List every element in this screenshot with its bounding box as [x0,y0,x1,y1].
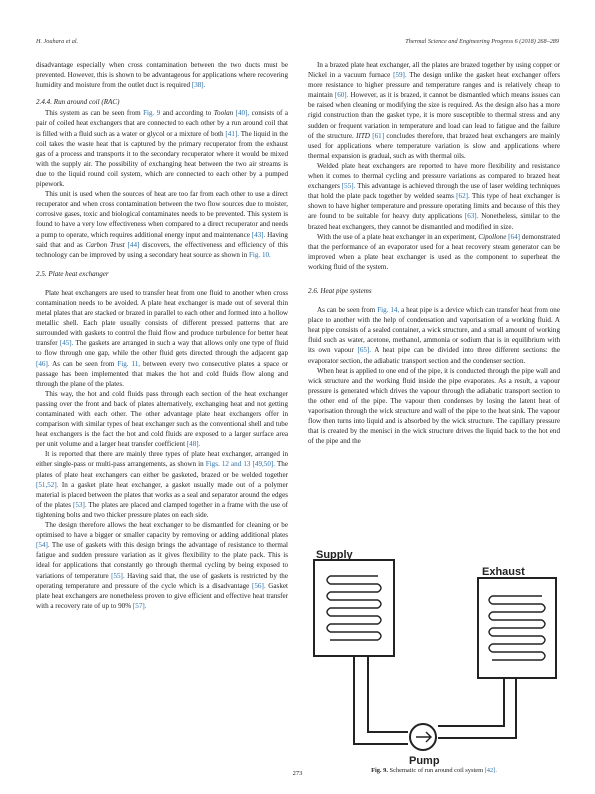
run-around-coil-figure [308,548,560,774]
citation-link[interactable]: [42]. [484,767,497,774]
paragraph: Plate heat exchangers are used to transfer heat from one fluid to another when cross contamination needs to be avoided. A plate heat exchanger is made out of several thin metal plates that are stacked or brazed in parallel to each other and formed into a hollow metallic shell. Each plate usually consists of different pressed patterns that are surrounded with gaskets to control the fluid flow and produce turbulence for better heat transfer [45]. The gaskets are arranged in such a way that allows only one type of fluid to flow through one gap, while the other fluid gets directed through the adjacent gap [46]. As can be seen from Fig. 11, between every two consecutive plates a space or passage has been implemented that makes the hot and cold fluids flow along and through the plane of the plates. [36,288,289,388]
paragraph: This unit is used when the sources of heat are too far from each other to use a direct recuperator and when cross contamination between the two flow sources due to moister, corrosive gases, toxic and biological contaminates needs to be prevented. This system is found to have a very low effectiveness when compared to a direct recuperator and needs a pump to operate, which requires additional energy input and maintenance [43]. Having said that and as Carbon Trust [44] discovers, the effectiveness and efficiency of this technology can be improved by using a secondary heat source as shown in Fig. 10. [36,190,289,259]
citation-link[interactable]: [45]. [59,339,74,348]
citation-link[interactable]: [43]. [251,230,266,239]
citation-link[interactable]: [51,52]. [36,480,59,489]
citation-link[interactable]: [55]. [111,571,125,580]
figure-link[interactable]: Fig. 9 [143,109,161,118]
paragraph: disadvantage especially when cross contamination between the two ducts must be prevented. However, this is shown to be advantageous for applications where recovering humidity and moisture from the outlet duct is required [38]. [36,61,288,90]
left-column [36,60,288,611]
pump-label: Pump [409,755,440,767]
citation-link[interactable]: [65]. [357,346,372,355]
running-header-authors: H. Jouhara et al. [36,38,79,45]
citation-link[interactable]: [44] [124,240,140,249]
exhaust-label: Exhaust [482,566,525,578]
paragraph: This system as can be seen from Fig. 9 and according to Toolan [40], consists of a pair of coiled heat exchangers that are connected to each other by a run around coil that is filled with a fluid such as a water or glycol or a mixture of both [41]. The liquid in the coil takes the waste heat that is captured by the primary recuperator from the exhaust gas of a process and transports it to the secondary recuperator where it would be mixed with the supply air. The possibility of exchanging heat between the two air streams is due to the liquid round coil system, which are connected to each other by a pumped pipework. [36,109,288,189]
paragraph: The design therefore allows the heat exchanger to be dismantled for cleaning or be optimised to have a bigger or smaller capacity by removing or adding additional plates [54]. The use of gaskets with this design brings the advantage of resistance to thermal fatigue and sudden pressure variation as it gives flexibility to the plate pack. This is ideal for applications that constantly go through thermal cycling by being exposed to variations of temperature [55]. Having said that, the use of gaskets is restricted by the operating temperature and pressure of the cycle which is a disadvantage [56]. Gasket plate heat exchangers are nonetheless proven to give efficient and effective heat transfer with a recovery rate of up to 90% [57]. [36,521,289,610]
paragraph: It is reported that there are mainly three types of plate heat exchanger, arranged in either single-pass or multi-pass arrangements, as shown in Figs. 12 and 13 [49,50]. The plates of plate heat exchangers can either be gasketed, brazed or be welded together [51,52]. In a gasket plate heat exchanger, a gasket usually made out of a polymer material is placed between the plates that works as a seal and separator around the edges of the plates [53]. The plates are placed and clamped together in a frame with the use of tightening bolts and two thicker pressure plates on each side. [36,450,288,519]
figure-link[interactable]: Fig. 14, [377,306,400,315]
citation-link[interactable]: [61] [369,131,385,140]
citation-link[interactable]: [38]. [191,81,206,90]
paragraph: This way, the hot and cold fluids pass through each section of the heat exchanger passing over the front and back of plates alternatively, exchanging heat and not getting contaminated with each other. The other advantage plate heat exchangers offer in comparison with similar types of heat exchanger such as the conventional shell and tube heat exchangers is the fact the hot and cold fluids are exposed to a larger surface area per unit volume and a larger heat transfer coefficient [48]. [36,389,288,449]
figure-link[interactable]: Fig. 10. [248,250,271,259]
citation-link[interactable]: [59]. [393,71,407,80]
figure-link[interactable]: Figs. 12 and 13 [49,50]. [205,460,275,469]
running-header-journal: Thermal Science and Engineering Progress 6 (2018) 268–289 [405,38,559,45]
citation-link[interactable]: [46]. [36,359,50,368]
paragraph: When heat is applied to one end of the pipe, it is conducted through the pipe wall and wick structure and the working fluid inside the pipe evaporates. As a result, a vapour pressure is generated which drives the vapour through the adiabatic transport section to the other end of the pipe. The vapour then condenses by losing the latent heat of vaporisation through the wick structure and wall of the pipe to the heat sink. The vapour flow then turns into liquid and is absorbed by the wick structure. The capillary pressure that is created by the menisci in the wick structure drives the liquid back to the hot end of the pipe and the [308,366,560,446]
supply-label: Supply [316,549,353,561]
citation-link[interactable]: [48]. [186,440,201,449]
citation-link[interactable]: [64] [508,232,520,241]
citation-link[interactable]: [56]. [252,581,266,590]
citation-link[interactable]: [57]. [132,601,147,610]
figure-link[interactable]: Fig. 11, [117,359,141,368]
paragraph: In a brazed plate heat exchanger, all the plates are brazed together by using copper or Nickel in a vacuum furnace [59]. The design unlike the gasket heat exchanger offers more resistance to higher pressure and temperature ranges and is relatively cheap to maintain [60]. However, as it is brazed, it cannot be dismantled which means issues can be raised when cleaning or modifying the size is required. As the design also has a more rigid construction than the gasket type, it is more susceptible to thermal stress and any sudden or frequent variation in temperature and load can lead to fatigue and the failure of the structure. IITD [61] concludes therefore, that brazed heat exchangers are mainly used for applications where temperature variation is slow and applications where thermal expansion is gradual, such as with thermal oils. [308,61,560,160]
right-column [308,60,560,446]
citation-link[interactable]: [54]. [36,541,50,550]
section-heading-2-5: 2.5. Plate heat exchanger [36,269,109,278]
citation-link[interactable]: [55]. [341,182,356,191]
citation-link[interactable]: [63]. [464,212,479,221]
paragraph: As can be seen from Fig. 14, a heat pipe is a device which can transfer heat from one place to another with the help of condensation and vaporisation of a working fluid. A heat pipe consists of a sealed container, a wick structure, and a small amount of working fluid such as water, acetone, methanol, ammonia or sodium that is in equilibrium with its own vapour [65]. A heat pipe can be divided into three different sections: the evaporator section, the adiabatic transport section and the condenser section. [308,306,560,365]
citation-link[interactable]: [40], [233,109,250,118]
citation-link[interactable]: [41]. [225,129,239,138]
section-heading-2-4-4: 2.4.4. Run around coil (RAC) [36,98,120,107]
figure-caption: Fig. 9. Schematic of run around coil system [42]. [371,767,497,774]
citation-link[interactable]: [53]. [73,500,87,509]
citation-link[interactable]: [62]. [456,192,470,201]
page-number: 273 [292,770,303,777]
paragraph: Welded plate heat exchangers are reported to have more flexibility and resistance when it comes to thermal cycling and pressure variations as compared to brazed heat exchangers [55]. This advantage is achieved through the use of laser welding techniques that hold the plate pack together by welded seams [62]. This type of heat exchanger is shown to have higher temperature and pressure operating limits and because of this they are found to be suitable for heavy duty applications [63]. Nonetheless, similar to the brazed heat exchangers, they cannot be dismantled and modified in size. [308,161,561,231]
citation-link[interactable]: [60]. [334,91,349,100]
section-heading-2-6: 2.6. Heat pipe systems [308,286,372,295]
paragraph: With the use of a plate heat exchanger in an experiment, Cipollone [64] demonstrated that the performance of an evaporator used for a heat recovery steam generator can be improved when a plate heat exchanger is used as the component to superheat the working fluid of the system. [308,232,560,271]
